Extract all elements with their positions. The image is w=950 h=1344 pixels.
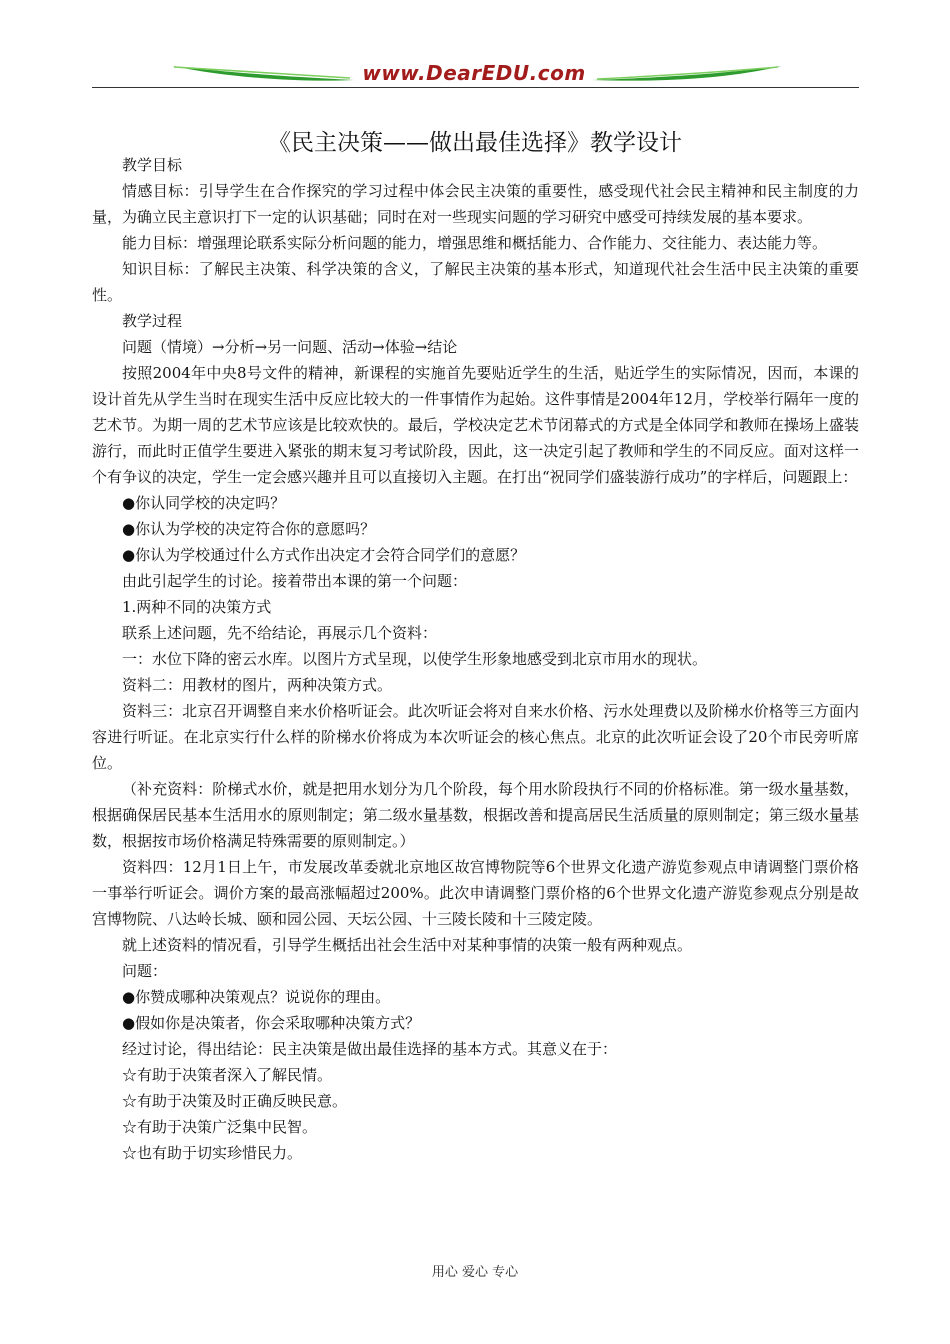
paragraph: 资料三：北京召开调整自来水价格听证会。此次听证会将对自来水价格、污水处理费以及阶梯水价格等三方面内容进行听证。在北京实行什么样的阶梯水价将成为本次听证会的核心焦点。北京的此次听证会设了20个市民旁听席位。 <box>92 702 859 772</box>
star-item: ☆有助于决策广泛集中民智。 <box>122 1118 318 1136</box>
page-header <box>92 60 859 90</box>
paragraph: 联系上述问题，先不给结论，再展示几个资料： <box>122 624 438 642</box>
star-item: ☆也有助于切实珍惜民力。 <box>122 1144 303 1162</box>
document-body <box>92 152 859 1166</box>
paragraph: 资料二：用教材的图片，两种决策方式。 <box>122 676 393 694</box>
section-heading: 1.两种不同的决策方式 <box>122 598 272 616</box>
paragraph: 按照2004年中央8号文件的精神，新课程的实施首先要贴近学生的生活，贴近学生的实际情况，因而，本课的设计首先从学生当时在现实生活中反应比较大的一件事情作为起始。这件事情是2004年12月，学校举行隔年一度的艺术节。为期一周的艺术节应该是比较欢快的。最后，学校决定艺术节闭幕式的方式是全体同学和教师在操场上盛装游行，而此时正值学生要进入紧张的期末复习考试阶段，因此，这一决定引起了教师和学生的不同反应。面对这样一个有争议的决定，学生一定会感兴趣并且可以直接切入主题。在打出“祝同学们盛装游行成功”的字样后，问题跟上： <box>92 364 859 486</box>
star-item: ☆有助于决策及时正确反映民意。 <box>122 1092 348 1110</box>
bullet-item: ●你认为学校通过什么方式作出决定才会符合同学们的意愿？ <box>122 546 526 564</box>
document-title: 《民主决策——做出最佳选择》教学设计 <box>268 130 682 156</box>
paragraph: 由此引起学生的讨论。接着带出本课的第一个问题： <box>122 572 468 590</box>
star-item: ☆有助于决策者深入了解民情。 <box>122 1066 333 1084</box>
paragraph: 问题（情境）→分析→另一问题、活动→体验→结论 <box>122 338 458 356</box>
page-footer: 用心 爱心 专心 <box>431 1265 519 1280</box>
paragraph: 能力目标：增强理论联系实际分析问题的能力，增强思维和概括能力、合作能力、交往能力、表达能力等。 <box>122 234 828 252</box>
paragraph: （补充资料：阶梯式水价，就是把用水划分为几个阶段，每个用水阶段执行不同的价格标准。第一级水量基数，根据确保居民基本生活用水的原则制定；第二级水量基数，根据改善和提高居民生活质量的原则制定；第三级水量基数，根据按市场价格满足特殊需要的原则制定。） <box>92 780 859 850</box>
paragraph: 经过讨论，得出结论：民主决策是做出最佳选择的基本方式。其意义在于： <box>122 1040 618 1058</box>
paragraph: 一：水位下降的密云水库。以图片方式呈现，以使学生形象地感受到北京市用水的现状。 <box>122 650 708 668</box>
header-divider <box>92 87 859 88</box>
paragraph: 教学过程 <box>122 312 183 330</box>
bullet-item: ●假如你是决策者，你会采取哪种决策方式？ <box>122 1014 421 1032</box>
bullet-item: ●你认为学校的决定符合你的意愿吗？ <box>122 520 376 538</box>
paragraph: 知识目标：了解民主决策、科学决策的含义，了解民主决策的基本形式，知道现代社会生活中民主决策的重要性。 <box>92 260 859 304</box>
site-logo[interactable]: www.DearEDU.com <box>362 61 586 85</box>
bullet-item: ●你认同学校的决定吗？ <box>122 494 286 512</box>
paragraph: 问题： <box>122 962 168 980</box>
bullet-item: ●你赞成哪种决策观点？说说你的理由。 <box>122 988 391 1006</box>
paragraph: 教学目标 <box>122 156 183 174</box>
paragraph: 就上述资料的情况看，引导学生概括出社会生活中对某种事情的决策一般有两种观点。 <box>122 936 693 954</box>
paragraph: 情感目标：引导学生在合作探究的学习过程中体会民主决策的重要性，感受现代社会民主精神和民主制度的力量，为确立民主意识打下一定的认识基础；同时在对一些现实问题的学习研究中感受可持续发展的基本要求。 <box>92 182 859 226</box>
paragraph: 资料四：12月1日上午，市发展改革委就北京地区故宫博物院等6个世界文化遗产游览参观点申请调整门票价格一事举行听证会。调价方案的最高涨幅超过200%。此次申请调整门票价格的6个世界文化遗产游览参观点分别是故宫博物院、八达岭长城、颐和园公园、天坛公园、十三陵长陵和十三陵定陵。 <box>92 858 859 928</box>
